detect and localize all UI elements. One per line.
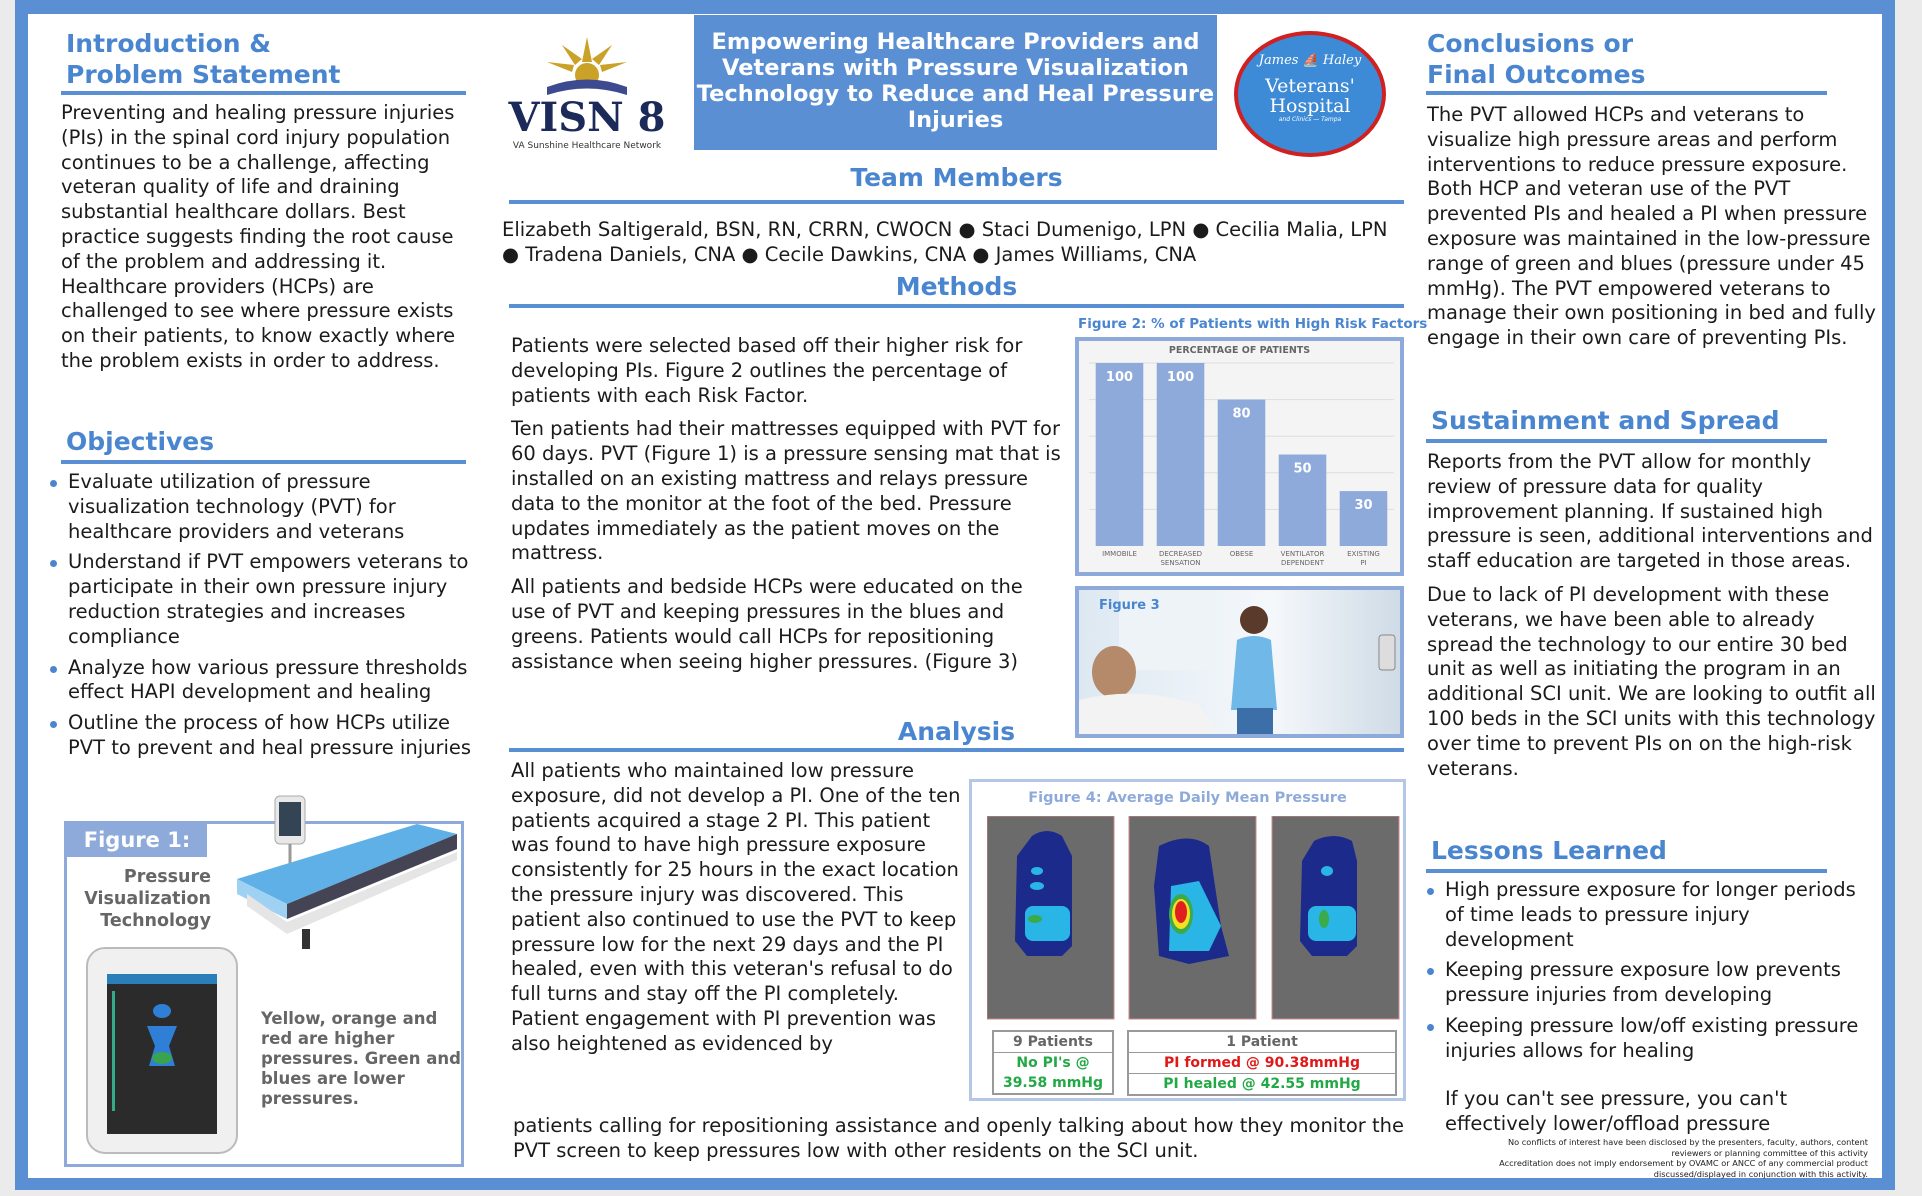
methods-paragraph: Ten patients had their mattresses equipped with PVT for 60 days. PVT (Figure 1) is a pressure sensing mat that is installed on an existing mattress and relays pressure data to the monitor at the foot of the bed. Pressure updates immediately as the patient moves on the mattress. — [511, 417, 1061, 565]
data-label: 100 — [1166, 370, 1195, 385]
result-one-patient — [1127, 1030, 1397, 1096]
lessons-heading: Lessons Learned — [1431, 836, 1667, 865]
data-label: 30 — [1354, 498, 1373, 514]
pressure-maps — [987, 816, 1402, 1021]
divider — [1426, 91, 1827, 95]
category-label: VENTILATOR — [1280, 550, 1325, 558]
result-healed: PI healed @ 42.55 mmHg — [1163, 1076, 1361, 1092]
hospital-bed-image — [217, 794, 467, 964]
figure-2-title: Figure 2: % of Patients with High Risk Factors — [1078, 316, 1428, 332]
pvt-monitor-image — [85, 946, 240, 1161]
figure-1-caption: Pressure Visualization Technology — [84, 867, 211, 931]
figure-1 — [64, 821, 464, 1167]
figure-1-note: Yellow, orange and red are higher pressures. Green and blues are lower pressures. — [261, 1009, 461, 1108]
data-label: 50 — [1293, 461, 1312, 477]
logo-james: James — [1258, 53, 1299, 68]
bar-chart — [1079, 341, 1400, 572]
logo-haley: Haley — [1322, 53, 1362, 68]
sun-icon — [542, 37, 632, 97]
sustainment-text — [1427, 450, 1877, 790]
objectives-heading: Objectives — [66, 427, 215, 456]
pressure-map-3 — [1272, 816, 1399, 1019]
divider — [509, 304, 1404, 308]
result-no-pi — [992, 1030, 1114, 1095]
objective-item: Analyze how various pressure thresholds effect HAPI development and healing — [48, 656, 488, 706]
analysis-heading: Analysis — [897, 717, 1016, 746]
lesson-item: Keeping pressure low/off existing pressure injuries allows for healing — [1425, 1014, 1880, 1064]
analysis-paragraph: All patients who maintained low pressure exposure, did not develop a PI. One of the ten patients acquired a stage 2 PI. This patient was found to have high pressure exposure consistently for 25 hours in the exact location the pressure injury was discovered. This patient also continued to use the PVT to keep pressure low for the next 29 days and the PI healed, even with this veteran's refusal to do full turns and stay off the PI completely. — [511, 759, 961, 1006]
team-heading: Team Members — [850, 163, 1063, 192]
data-label: 80 — [1232, 406, 1251, 422]
divider — [509, 748, 1404, 752]
methods-heading: Methods — [895, 272, 1018, 301]
data-label: 100 — [1105, 370, 1134, 385]
visn-logo-name: VISN 8 — [508, 94, 666, 141]
result-label: No PI's @ — [1016, 1055, 1090, 1071]
conclusions-text: The PVT allowed HCPs and veterans to visualize high pressure areas and perform interventions to reduce pressure exposure. Both HCP and veteran use of the PVT prevented PIs and healed a PI when pressure exposure was maintained in the low-pressure range of green and blues (pressure under 45 mmHg). The PVT empowered veterans to manage their own positioning in bed and fully engage in their own care of preventing PIs. — [1427, 103, 1876, 350]
conclusions-heading: Conclusions or Final Outcomes — [1427, 29, 1646, 89]
james-haley-logo: James ⛵ Haley Veterans' Hospital and Clinics — Tampa — [1234, 31, 1386, 157]
intro-text: Preventing and healing pressure injuries (PIs) in the spinal cord injury population continues to be a challenge, affecting veteran quality of life and draining substantial healthcare dollars. Best practice suggests finding the root cause of the problem and addressing it. Healthcare providers (HCPs) are challenged to see where pressure exists on their patients, to know exactly where the problem exists in order to address. — [61, 101, 456, 372]
bar — [1096, 363, 1144, 546]
figure-4 — [969, 779, 1406, 1101]
figure-4-title: Figure 4: Average Daily Mean Pressure — [1028, 790, 1347, 806]
logo-veterans: Veterans' — [1265, 75, 1355, 97]
pressure-map-2 — [1129, 816, 1256, 1019]
pressure-map-1 — [987, 816, 1114, 1019]
figure-1-label: Figure 1: — [67, 824, 207, 857]
figure-2-chart — [1075, 337, 1404, 576]
lesson-extra: If you can't see pressure, you can't effectively lower/offload pressure — [1445, 1087, 1788, 1135]
result-count: 1 Patient — [1129, 1032, 1395, 1053]
category-label: EXISTING — [1347, 550, 1380, 558]
category-label: OBESE — [1229, 550, 1254, 558]
result-formed: PI formed @ 90.38mmHg — [1129, 1053, 1395, 1074]
category-label: SENSATION — [1160, 559, 1201, 567]
logo-hospital: Hospital — [1269, 95, 1351, 117]
disclaimer-line: No conflicts of interest have been disclosed by the presenters, faculty, authors, content reviewers or planning committee of this activity — [1508, 1137, 1868, 1158]
figure-3-label: Figure 3 — [1099, 598, 1160, 613]
divider — [61, 460, 466, 464]
category-label: PI — [1360, 559, 1367, 567]
divider — [61, 91, 466, 95]
objective-item: Understand if PVT empowers veterans to participate in their own pressure injury reduction strategies and increases compliance — [48, 550, 488, 649]
visn-8-logo — [497, 37, 677, 155]
category-label: DECREASED — [1158, 550, 1203, 558]
analysis-text — [511, 759, 967, 1057]
disclaimer-line: Accreditation does not imply endorsement by OVAMC or ANCC of any commercial product discussed/displayed in conjunction with this activity. — [1499, 1158, 1868, 1179]
objectives-list — [48, 470, 488, 767]
analysis-paragraph: Patient engagement with PI prevention was also heightened as evidenced by — [511, 1006, 937, 1055]
analysis-continuation: patients calling for repositioning assistance and openly talking about how they monitor the PVT screen to keep pressures low with other residents on the SCI unit. — [513, 1114, 1405, 1162]
divider — [509, 200, 1404, 204]
chart-title: PERCENTAGE OF PATIENTS — [1168, 345, 1311, 356]
sustainment-paragraph: Due to lack of PI development with these veterans, we have been able to already spread the technology to our entire 30 bed unit as well as initiating the program in an additional SCI unit. We are looking to outfit all 100 beds in the SCI units with this technology over time to prevent PIs on on the high-risk veterans. — [1427, 582, 1876, 780]
objective-item: Evaluate utilization of pressure visualization technology (PVT) for healthcare providers and veterans — [48, 470, 488, 544]
divider — [1426, 439, 1827, 443]
sustainment-paragraph: Reports from the PVT allow for monthly review of pressure data for quality improvement planning. If sustained high pressure is seen, additional interventions and staff education are targeted in those areas. — [1427, 450, 1873, 573]
poster-title: Empowering Healthcare Providers and Veterans with Pressure Visualization Technology to Reduce and Heal Pressure Injuries — [694, 15, 1217, 150]
lesson-item: Keeping pressure exposure low prevents pressure injuries from developing — [1425, 958, 1880, 1008]
methods-text — [511, 334, 1063, 683]
result-count: 9 Patients — [994, 1032, 1112, 1053]
category-label: DEPENDENT — [1280, 559, 1325, 567]
bar — [1157, 363, 1205, 546]
intro-heading: Introduction & Problem Statement — [66, 29, 341, 89]
divider — [1426, 869, 1827, 873]
methods-paragraph: Patients were selected based off their higher risk for developing PIs. Figure 2 outlines the percentage of patients with each Risk Factor. — [511, 334, 1023, 407]
team-members: Elizabeth Saltigerald, BSN, RN, CRRN, CWOCN ● Staci Dumenigo, LPN ● Cecilia Malia, LPN ● Tradena Daniels, CNA ● Cecile Dawkins, CNA ● James Williams, CNA — [502, 218, 1388, 266]
methods-paragraph: All patients and bedside HCPs were educated on the use of PVT and keeping pressures in the blues and greens. Patients would call HCPs for repositioning assistance when seeing higher pressures. (Figure 3) — [511, 575, 1023, 673]
lessons-list — [1425, 878, 1880, 1064]
disclaimer — [1480, 1137, 1868, 1179]
sustainment-heading: Sustainment and Spread — [1431, 406, 1780, 435]
visn-logo-subtitle: VA Sunshine Healthcare Network — [512, 141, 662, 151]
objective-item: Outline the process of how HCPs utilize PVT to prevent and heal pressure injuries — [48, 711, 488, 761]
category-label: IMMOBILE — [1102, 550, 1137, 558]
result-value: 39.58 mmHg — [1002, 1075, 1104, 1091]
logo-sub: and Clinics — Tampa — [1278, 116, 1342, 123]
lesson-item: High pressure exposure for longer periods of time leads to pressure injury development — [1425, 878, 1880, 952]
